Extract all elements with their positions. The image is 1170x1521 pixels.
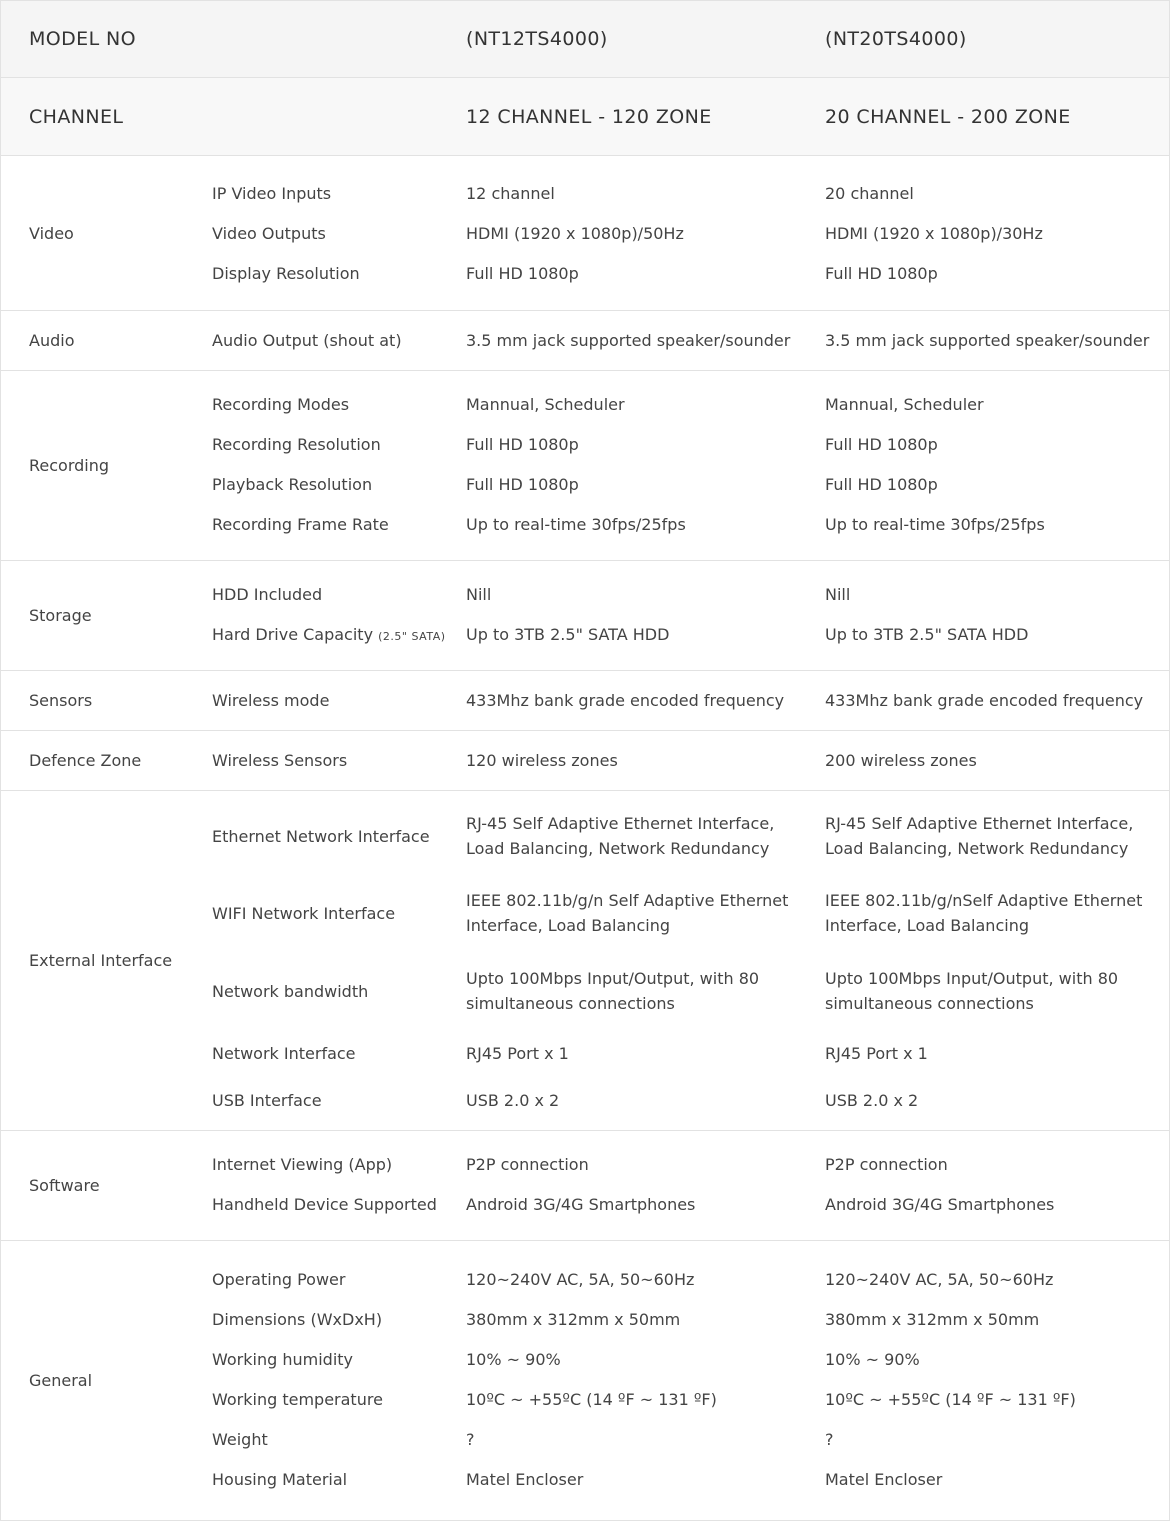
feature-label-text: Hard Drive Capacity — [212, 625, 374, 644]
group-label: Video — [29, 223, 74, 243]
feature-label: Recording Frame Rate — [212, 515, 389, 534]
model-b: (NT20TS4000) — [825, 28, 967, 50]
value-a: 10% ~ 90% — [466, 1350, 561, 1369]
feature-label: Network Interface — [212, 1044, 356, 1063]
value-b: Full HD 1080p — [825, 435, 938, 454]
value-a: 12 channel — [466, 184, 555, 203]
group-label: Audio — [29, 331, 75, 350]
feature-label: Operating Power — [212, 1270, 346, 1289]
group-recording — [1, 371, 1169, 561]
feature-label: USB Interface — [212, 1091, 322, 1110]
group-label: Software — [29, 1176, 100, 1195]
value-b: Up to real-time 30fps/25fps — [825, 515, 1045, 534]
group-audio — [1, 311, 1169, 371]
group-defence-zone — [1, 731, 1169, 791]
value-a: ? — [466, 1430, 475, 1449]
value-b: Matel Encloser — [825, 1470, 943, 1489]
value-b: 433Mhz bank grade encoded frequency — [825, 691, 1144, 710]
value-a: Up to 3TB 2.5" SATA HDD — [466, 625, 670, 644]
feature-label: Network bandwidth — [212, 982, 369, 1001]
value-a: 380mm x 312mm x 50mm — [466, 1310, 681, 1329]
value-a: USB 2.0 x 2 — [466, 1091, 560, 1110]
value-a: 120 wireless zones — [466, 751, 618, 770]
value-b-line1: RJ-45 Self Adaptive Ethernet Interface, — [825, 814, 1134, 833]
group-label: General — [29, 1371, 93, 1390]
value-b: HDMI (1920 x 1080p)/30Hz — [825, 224, 1043, 243]
value-b: Nill — [825, 585, 851, 604]
value-a: HDMI (1920 x 1080p)/50Hz — [466, 224, 684, 243]
value-b-line2: simultaneous connections — [825, 994, 1034, 1013]
value-b: RJ45 Port x 1 — [825, 1044, 928, 1063]
group-label: Recording — [29, 456, 110, 475]
group-software — [1, 1131, 1169, 1241]
feature-label: Audio Output (shout at) — [212, 331, 402, 350]
feature-label: IP Video Inputs — [212, 184, 332, 203]
feature-label: Video Outputs — [212, 224, 326, 243]
value-b: Android 3G/4G Smartphones — [825, 1195, 1055, 1214]
group-label: Sensors — [29, 691, 93, 710]
value-a: Full HD 1080p — [466, 435, 579, 454]
value-a: Up to real-time 30fps/25fps — [466, 515, 686, 534]
group-video — [1, 156, 1169, 311]
feature-label: Wireless mode — [212, 691, 330, 710]
value-b: 10ºC ~ +55ºC (14 ºF ~ 131 ºF) — [825, 1390, 1076, 1409]
feature-label: Wireless Sensors — [212, 751, 348, 770]
value-a: 3.5 mm jack supported speaker/sounder — [466, 331, 791, 350]
feature-label: Housing Material — [212, 1470, 348, 1489]
feature-label: Working humidity — [212, 1350, 353, 1369]
value-a: Mannual, Scheduler — [466, 395, 625, 414]
feature-label: Internet Viewing (App) — [212, 1155, 393, 1174]
group-label: External Interface — [29, 951, 173, 970]
feature-label: WIFI Network Interface — [212, 904, 396, 923]
feature-label — [212, 622, 446, 649]
model-a: (NT12TS4000) — [466, 28, 608, 50]
group-storage — [1, 561, 1169, 671]
value-b-line2: Load Balancing, Network Redundancy — [825, 839, 1129, 858]
value-b-line1: IEEE 802.11b/g/nSelf Adaptive Ethernet — [825, 891, 1143, 910]
value-b: Full HD 1080p — [825, 264, 938, 283]
value-a: Nill — [466, 585, 492, 604]
value-b: 120~240V AC, 5A, 50~60Hz — [825, 1270, 1054, 1289]
value-b: P2P connection — [825, 1155, 948, 1174]
value-a: P2P connection — [466, 1155, 589, 1174]
value-a: 433Mhz bank grade encoded frequency — [466, 691, 785, 710]
feature-label: Dimensions (WxDxH) — [212, 1310, 383, 1329]
value-b: 200 wireless zones — [825, 751, 977, 770]
value-b-line2: Interface, Load Balancing — [825, 916, 1029, 935]
feature-label: Display Resolution — [212, 264, 360, 283]
value-b: Mannual, Scheduler — [825, 395, 984, 414]
model-label: MODEL NO — [29, 28, 136, 50]
value-b: ? — [825, 1430, 834, 1449]
group-sensors — [1, 671, 1169, 731]
value-a-line2: simultaneous connections — [466, 994, 675, 1013]
value-b: Up to 3TB 2.5" SATA HDD — [825, 625, 1029, 644]
value-a: Android 3G/4G Smartphones — [466, 1195, 696, 1214]
value-a: Full HD 1080p — [466, 264, 579, 283]
feature-label: Handheld Device Supported — [212, 1195, 437, 1214]
value-b: USB 2.0 x 2 — [825, 1091, 919, 1110]
feature-label: Working temperature — [212, 1390, 383, 1409]
feature-label: Recording Modes — [212, 395, 350, 414]
value-a-line2: Interface, Load Balancing — [466, 916, 670, 935]
group-external-interface — [1, 791, 1169, 1131]
value-b: 380mm x 312mm x 50mm — [825, 1310, 1040, 1329]
feature-label: Ethernet Network Interface — [212, 827, 430, 846]
feature-label: Weight — [212, 1430, 268, 1449]
value-b: Full HD 1080p — [825, 475, 938, 494]
value-a-line1: Upto 100Mbps Input/Output, with 80 — [466, 969, 760, 988]
value-a-line1: IEEE 802.11b/g/n Self Adaptive Ethernet — [466, 891, 789, 910]
feature-label: Playback Resolution — [212, 475, 373, 494]
value-a: RJ45 Port x 1 — [466, 1044, 569, 1063]
value-b: 3.5 mm jack supported speaker/sounder — [825, 331, 1150, 350]
value-a-line2: Load Balancing, Network Redundancy — [466, 839, 770, 858]
value-a: Full HD 1080p — [466, 475, 579, 494]
group-label: Storage — [29, 606, 92, 625]
value-b: 10% ~ 90% — [825, 1350, 920, 1369]
channel-label: CHANNEL — [29, 105, 124, 128]
value-a-line1: RJ-45 Self Adaptive Ethernet Interface, — [466, 814, 775, 833]
feature-note: (2.5" SATA) — [378, 630, 446, 643]
feature-label: Recording Resolution — [212, 435, 381, 454]
channel-b: 20 CHANNEL - 200 ZONE — [825, 105, 1071, 128]
value-b-line1: Upto 100Mbps Input/Output, with 80 — [825, 969, 1119, 988]
model-header-row — [1, 0, 1169, 78]
group-general — [1, 1241, 1169, 1521]
channel-a: 12 CHANNEL - 120 ZONE — [466, 105, 712, 128]
feature-label: HDD Included — [212, 585, 323, 604]
value-a: 120~240V AC, 5A, 50~60Hz — [466, 1270, 695, 1289]
channel-header-row — [1, 78, 1169, 156]
group-label: Defence Zone — [29, 751, 142, 770]
value-a: Matel Encloser — [466, 1470, 584, 1489]
value-a: 10ºC ~ +55ºC (14 ºF ~ 131 ºF) — [466, 1390, 717, 1409]
value-b: 20 channel — [825, 184, 914, 203]
